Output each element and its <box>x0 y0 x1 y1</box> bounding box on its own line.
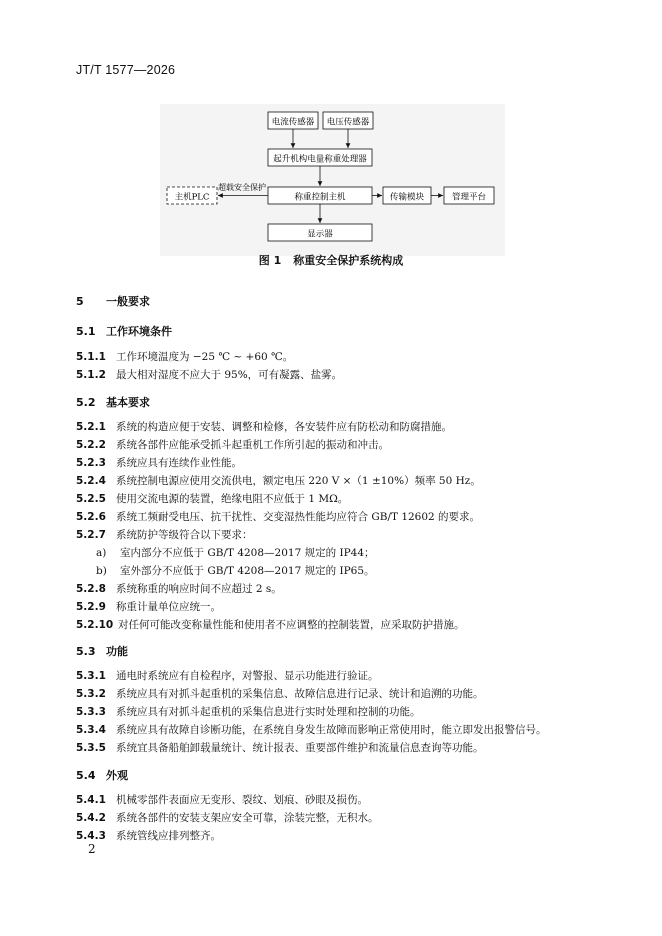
clause-number: 5.4.3 <box>76 830 106 842</box>
clause-text: 系统应具有连续作业性能。 <box>116 457 242 469</box>
section-number: 5.4 <box>76 769 96 782</box>
clause-text: 工作环境温度为 −25 ℃ ~ +60 ℃。 <box>116 351 294 363</box>
clause-text: 系统应具有故障自诊断功能，在系统自身发生故障而影响正常使用时，能立即发出报警信号。 <box>116 724 547 736</box>
clause-text: 系统各部件应能承受抓斗起重机工作所引起的振动和冲击。 <box>116 439 389 451</box>
page-number: 2 <box>88 842 96 856</box>
clause-number: 5.2.3 <box>76 457 106 469</box>
section-number: 5 <box>76 295 84 308</box>
clause-5-2-8 <box>76 581 282 596</box>
host-plc-label: 主机PLC <box>174 192 210 203</box>
clause-5-2-3 <box>76 455 242 470</box>
section-number: 5.1 <box>76 325 96 338</box>
clause-number: 5.2.6 <box>76 511 106 523</box>
current-sensor-label: 电流传感器 <box>271 117 315 128</box>
clause-5-3-4 <box>76 722 547 737</box>
clause-number: 5.2.10 <box>76 619 114 631</box>
clause-text: 系统各部件的安装支架应安全可靠，涂装完整，无积水。 <box>116 812 379 824</box>
clause-text: 使用交流电源的装置，绝缘电阻不应低于 1 MΩ。 <box>116 493 349 505</box>
clause-text: 系统的构造应便于安装、调整和检修，各安装件应有防松动和防腐措施。 <box>116 421 452 433</box>
clause-5-2-1 <box>76 419 452 434</box>
clause-5-2-9 <box>76 599 221 614</box>
section-5-2 <box>76 394 150 410</box>
section-title: 一般要求 <box>106 295 150 308</box>
clause-text: 最大相对湿度不应大于 95%，可有凝露、盐雾。 <box>116 369 343 381</box>
section-5 <box>76 293 150 309</box>
clause-number: 5.2.4 <box>76 475 106 487</box>
list-item-b <box>96 563 375 578</box>
clause-5-3-2 <box>76 686 484 701</box>
clause-text: 对任何可能改变称量性能和使用者不应调整的控制装置，应采取防护措施。 <box>118 619 465 631</box>
clause-5-4-3 <box>76 828 221 843</box>
system-diagram <box>160 104 505 256</box>
clause-text: 机械零部件表面应无变形、裂纹、划痕、砂眼及损伤。 <box>116 794 368 806</box>
processor-label: 起升机构电量称重处理器 <box>273 154 367 165</box>
section-number: 5.2 <box>76 396 96 409</box>
clause-number: 5.2.5 <box>76 493 106 505</box>
clause-number: 5.3.2 <box>76 688 106 700</box>
clause-5-2-4 <box>76 473 481 488</box>
section-title: 工作环境条件 <box>106 325 172 338</box>
clause-5-3-5 <box>76 740 484 755</box>
controller-label: 称重控制主机 <box>294 192 346 203</box>
clause-5-1-1 <box>76 349 293 364</box>
clause-5-1-2 <box>76 367 342 382</box>
clause-number: 5.3.5 <box>76 742 106 754</box>
transmission-label: 传输模块 <box>389 192 425 203</box>
clause-5-3-1 <box>76 668 379 683</box>
section-title: 外观 <box>106 769 128 782</box>
list-text: 室外部分不应低于 GB/T 4208—2017 规定的 IP65。 <box>120 565 375 577</box>
standard-number: JT/T 1577—2026 <box>76 63 176 77</box>
clause-text: 系统防护等级符合以下要求： <box>116 529 253 541</box>
clause-text: 称重计量单位应统一。 <box>116 601 221 613</box>
clause-number: 5.2.1 <box>76 421 106 433</box>
clause-number: 5.4.2 <box>76 812 106 824</box>
list-item-a <box>96 545 375 560</box>
clause-text: 系统宜具备船舶卸载量统计、统计报表、重要部件维护和流量信息查询等功能。 <box>116 742 484 754</box>
figure-title: 称重安全保护系统构成 <box>293 254 404 267</box>
overload-protection-label: 超载安全保护 <box>218 183 266 192</box>
clause-5-3-3 <box>76 704 421 719</box>
figure-number: 图 1 <box>258 254 282 267</box>
clause-5-2-10 <box>76 617 465 632</box>
clause-number: 5.2.9 <box>76 601 106 613</box>
section-5-1 <box>76 323 172 339</box>
figure-caption <box>0 252 662 268</box>
clause-5-2-6 <box>76 509 480 524</box>
list-marker: a) <box>96 547 107 559</box>
clause-number: 5.3.3 <box>76 706 106 718</box>
clause-number: 5.1.1 <box>76 351 106 363</box>
voltage-sensor-label: 电压传感器 <box>326 117 370 128</box>
clause-number: 5.3.1 <box>76 670 106 682</box>
clause-number: 5.2.7 <box>76 529 106 541</box>
clause-text: 系统控制电源应使用交流供电，额定电压 220 V ×（1 ±10%）频率 50 Hz。 <box>116 475 481 487</box>
clause-number: 5.2.8 <box>76 583 106 595</box>
clause-number: 5.3.4 <box>76 724 106 736</box>
clause-text: 系统工频耐受电压、抗干扰性、交变湿热性能均应符合 GB/T 12602 的要求。 <box>116 511 481 523</box>
list-marker: b) <box>96 565 107 577</box>
section-5-3 <box>76 643 128 659</box>
section-title: 基本要求 <box>106 396 150 409</box>
clause-5-2-2 <box>76 437 389 452</box>
clause-number: 5.1.2 <box>76 369 106 381</box>
clause-5-4-2 <box>76 810 379 825</box>
clause-5-4-1 <box>76 792 368 807</box>
clause-5-2-5 <box>76 491 348 506</box>
clause-number: 5.4.1 <box>76 794 106 806</box>
clause-text: 系统管线应排列整齐。 <box>116 830 221 842</box>
clause-text: 系统称重的响应时间不应超过 2 s。 <box>116 583 282 595</box>
clause-number: 5.2.2 <box>76 439 106 451</box>
display-label: 显示器 <box>307 229 333 240</box>
section-number: 5.3 <box>76 645 96 658</box>
section-5-4 <box>76 767 128 783</box>
section-title: 功能 <box>106 645 128 658</box>
clause-5-2-7 <box>76 527 253 542</box>
platform-label: 管理平台 <box>451 192 487 203</box>
clause-text: 系统应具有对抓斗起重机的采集信息、故障信息进行记录、统计和追溯的功能。 <box>116 688 484 700</box>
list-text: 室内部分不应低于 GB/T 4208—2017 规定的 IP44； <box>120 547 375 559</box>
clause-text: 通电时系统应有自检程序，对警报、显示功能进行验证。 <box>116 670 379 682</box>
clause-text: 系统应具有对抓斗起重机的采集信息进行实时处理和控制的功能。 <box>116 706 421 718</box>
